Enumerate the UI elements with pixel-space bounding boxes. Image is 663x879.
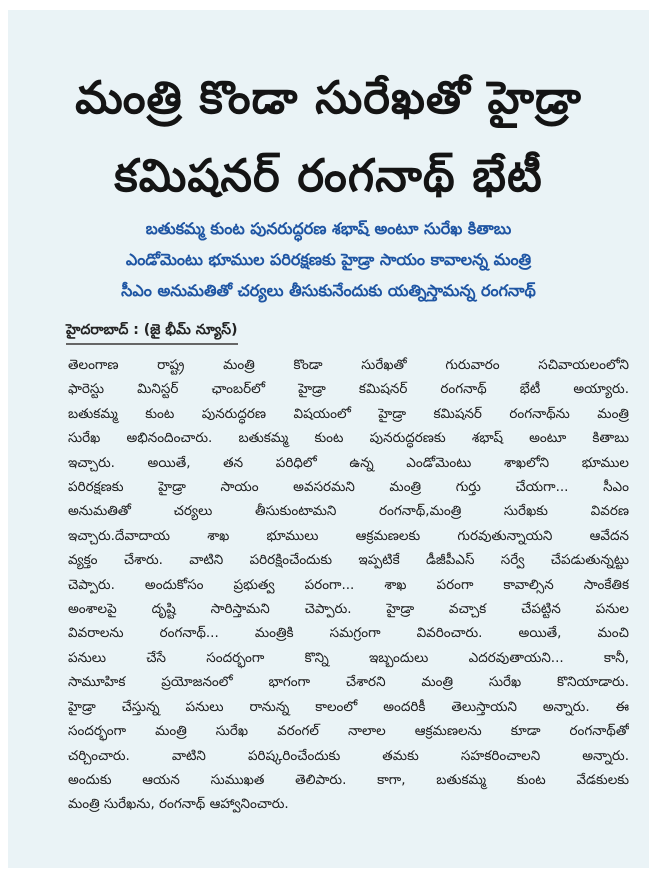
body-line: అందుకు ఆయన సుముఖత తెలిపారు. కాగా, బతుకమ్మ కుంట వేడకులకు	[68, 771, 629, 788]
body-line: మంత్రి సురేఖను, రంగనాథ్ ఆహ్వానించారు.	[68, 796, 289, 813]
subheading-3: సీఎం అనుమతితో చర్యలు తీసుకునేందుకు యత్నిస్తామన్న రంగనాథ్	[121, 281, 536, 300]
body-line: సామూహిక ప్రయోజనంలో భాగంగా చేశారని మంత్రి సురేఖ కొనియాడారు.	[68, 674, 629, 691]
body-line: సురేఖ అభినందించారు. బతుకమ్మ కుంట పునరుద్ధరణకు శభాష్ అంటూ కితాబు	[68, 430, 629, 447]
subheading-2: ఎండోమెంటు భూముల పరిరక్షణకు హైడ్రా సాయం కావాలన్న మంత్రి	[125, 250, 532, 269]
news-clipping	[8, 10, 649, 868]
body-line: పరిరక్షణకు హైడ్రా సాయం అవసరమని మంత్రి గుర్తు చేయగా... సీఎం	[68, 479, 629, 496]
body-line: వ్యక్తం చేశారు. వాటిని పరిరక్షించేందుకు ఇప్పటికే డీజీపీఎస్ సర్వే చేపడుతున్నట్టు	[68, 552, 629, 569]
body-line: సందర్భంగా మంత్రి సురేఖ వరంగల్ నాలాల ఆక్రమణలను కూడా రంగనాథ్‌తో	[68, 723, 629, 740]
body-line: తెలంగాణ రాష్ట్ర మంత్రి కొండా సురేఖతో గురువారం సచివాయలంలోని	[68, 357, 629, 373]
body-line: చెప్పారు. అందుకోసం ప్రభుత్వ పరంగా... శాఖ పరంగా కావాల్సిన సాంకేతిక	[68, 576, 629, 593]
body-line: చర్చించారు. వాటిని పరిష్కరించేందుకు తమకు సహకరించాలని అన్నారు.	[68, 747, 629, 764]
body-line: ఇచ్చారు.దేవాదాయ శాఖ భూములు ఆక్రమణలకు గురవుతున్నాయని ఆవేదన	[68, 527, 629, 544]
subheadings	[8, 213, 649, 306]
body-line: ఫారెస్టు మినిస్టర్ ఛాంబర్‌లో హైడ్రా కమిషనర్ రంగనాథ్ భేటీ అయ్యారు.	[68, 381, 629, 398]
body-line: ఇచ్చారు. అయితే, తన పరిధిలో ఉన్న ఎండోమెంటు శాఖలోని భూముల	[68, 454, 629, 471]
headline-line-2: కమిషనర్ రంగనాథ్ భేటీ	[114, 149, 543, 202]
body-line: వివరాలను రంగనాథ్... మంత్రికి సమగ్రంగా వివరించారు. అయితే, మంచి	[68, 625, 629, 642]
article-body	[68, 353, 629, 817]
body-line: పనులు చేసే సందర్భంగా కొన్ని ఇబ్బందులు ఎదరవుతాయని... కానీ,	[68, 649, 629, 666]
body-line: అనుమతితో చర్యలు తీసుకుంటామని రంగనాథ్,మంత్రి సురేఖకు వివరణ	[68, 503, 629, 520]
body-line: హైడ్రా చేస్తున్న పనులు రానున్న కాలంలో అందరికీ తెలుస్తాయని అన్నారు. ఈ	[68, 698, 629, 715]
headline-line-1: మంత్రి కొండా సురేఖతో హైడ్రా	[75, 71, 582, 124]
body-line: బతుకమ్మ కుంట పునరుద్ధరణ విషయంలో హైడ్రా కమిషనర్ రంగనాథ్‌ను మంత్రి	[68, 405, 629, 422]
dateline: హైదరాబాద్ : (జై భీమ్ న్యూస్)	[66, 322, 238, 345]
body-line: అంశాలపై దృష్టి సారిస్తామని చెప్పారు. హైడ్రా వచ్చాక చేపట్టిన పనుల	[68, 601, 629, 618]
subheading-1: బతుకమ్మ కుంట పునరుద్ధరణ శభాష్ అంటూ సురేఖ కితాబు	[145, 219, 512, 238]
